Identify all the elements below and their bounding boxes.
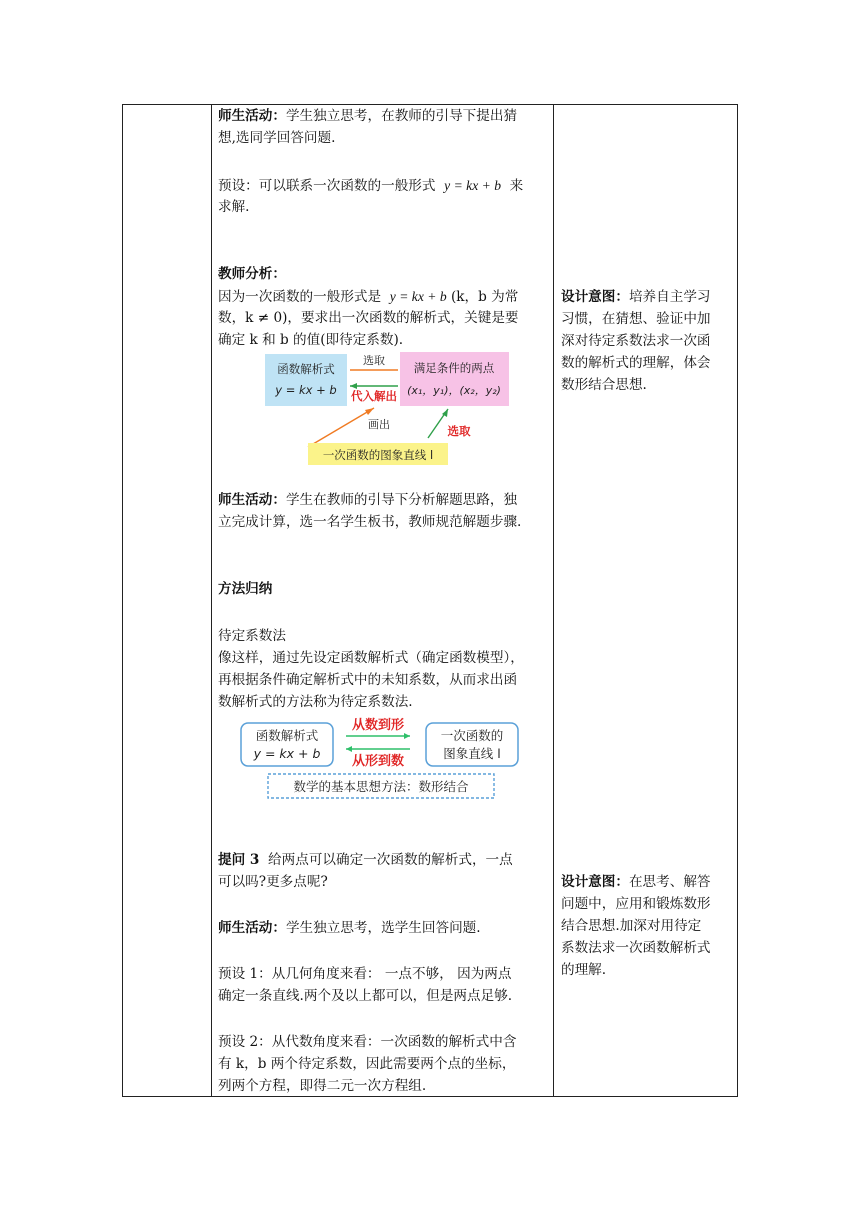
undetermined-coefficients-title: 待定系数法 <box>218 628 286 644</box>
method-line-3: 数解析式的方法称为待定系数法. <box>218 694 413 710</box>
design-intent-1-line-3: 深对待定系数法求一次函 <box>561 333 711 349</box>
preset-2-line-2: 有 k，b 两个待定系数，因此需要两个点的坐标， <box>218 1056 516 1072</box>
preset-line-2: 求解. <box>218 199 250 215</box>
activity-2-line-1: 师生活动：学生在教师的引导下分析解题思路，独 <box>218 492 518 508</box>
teacher-analysis-line-2: 数，k ≠ 0)，要求出一次函数的解析式，关键是要 <box>218 310 519 326</box>
shape-to-number-arrowhead <box>346 746 352 752</box>
draw-arrow <box>308 408 374 447</box>
shape-to-number-label: 从形到数 <box>351 754 405 769</box>
thinking-method-label: 数学的基本思想方法：数形结合 <box>293 779 469 794</box>
two-points-coords: (x₁，y₁)，(x₂，y₂) <box>407 384 501 397</box>
design-intent-1-line-5: 数形结合思想. <box>561 377 647 393</box>
method-line-2: 再根据条件确定解析式中的未知系数，从而求出函 <box>218 672 518 688</box>
formula-box-title: 函数解析式 <box>255 728 319 743</box>
teacher-analysis-title: 教师分析： <box>218 266 286 282</box>
question-3-line-2: 可以吗?更多点呢? <box>218 874 328 890</box>
method-summary-title: 方法归纳 <box>218 581 273 597</box>
preset-1-line-2: 确定一条直线.两个及以上都可以，但是两点足够. <box>218 988 513 1004</box>
draw-arrowhead <box>365 408 374 415</box>
formula-box-equation: y = kx + b <box>253 746 321 761</box>
preset-line-1: 预设：可以联系一次函数的一般形式 y = kx + b 来 <box>218 178 524 194</box>
two-points-title: 满足条件的两点 <box>413 361 495 375</box>
activity-2-line-2: 立完成计算，选一名学生板书，教师规范解题步骤. <box>218 514 522 530</box>
preset-2-line-1: 预设 2：从代数角度来看：一次函数的解析式中含 <box>218 1034 517 1050</box>
design-intent-1-line-1: 设计意图：培养自主学习 <box>561 289 711 305</box>
preset-1-line-1: 预设 1：从几何角度来看： 一点不够， 因为两点 <box>218 966 512 982</box>
design-intent-2-line-5: 的理解. <box>561 962 607 978</box>
column-divider-1 <box>211 105 212 1096</box>
teacher-analysis-line-3: 确定 k 和 b 的值(即待定系数). <box>218 332 404 348</box>
design-intent-2-line-4: 系数法求一次函数解析式 <box>561 940 711 956</box>
design-intent-2-line-1: 设计意图：在思考、解答 <box>561 874 711 890</box>
draw-label: 画出 <box>368 418 390 431</box>
substitute-label: 代入解出 <box>351 389 397 403</box>
graph-box-title: 一次函数的 <box>440 728 504 743</box>
select2-label: 选取 <box>447 424 471 438</box>
activity-1-line-2: 想,选同学回答问题. <box>218 130 336 146</box>
preset-2-line-3: 列两个方程，即得二元一次方程组. <box>218 1078 427 1094</box>
relation-diagram <box>262 349 512 467</box>
column-divider-2 <box>553 105 554 1096</box>
select-label: 选取 <box>363 354 385 367</box>
teacher-analysis-line-1: 因为一次函数的一般形式是 y = kx + b (k，b 为常 <box>218 289 519 305</box>
design-intent-1-line-4: 数的解析式的理解，体会 <box>561 355 711 371</box>
question-3-line-1: 提问 3 给两点可以确定一次函数的解析式，一点 <box>218 852 513 868</box>
design-intent-2-line-2: 问题中，应用和锻炼数形 <box>561 896 711 912</box>
number-shape-diagram <box>238 713 523 803</box>
number-to-shape-label: 从数到形 <box>351 718 405 733</box>
activity-3: 师生活动：学生独立思考，选学生回答问题. <box>218 920 481 936</box>
analytic-box-equation: y = kx + b <box>275 383 337 397</box>
analytic-box-title: 函数解析式 <box>277 362 335 376</box>
design-intent-1-line-2: 习惯，在猜想、验证中加 <box>561 311 711 327</box>
activity-1-line-1: 师生活动：学生独立思考，在教师的引导下提出猜 <box>218 108 518 124</box>
graph-line-label: 一次函数的图象直线 l <box>322 448 434 462</box>
graph-box-subtitle: 图象直线 l <box>443 746 501 761</box>
design-intent-2-line-3: 结合思想.加深对用待定 <box>561 918 702 934</box>
number-to-shape-arrowhead <box>404 733 410 739</box>
method-line-1: 像这样，通过先设定函数解析式（确定函数模型）， <box>218 650 524 666</box>
